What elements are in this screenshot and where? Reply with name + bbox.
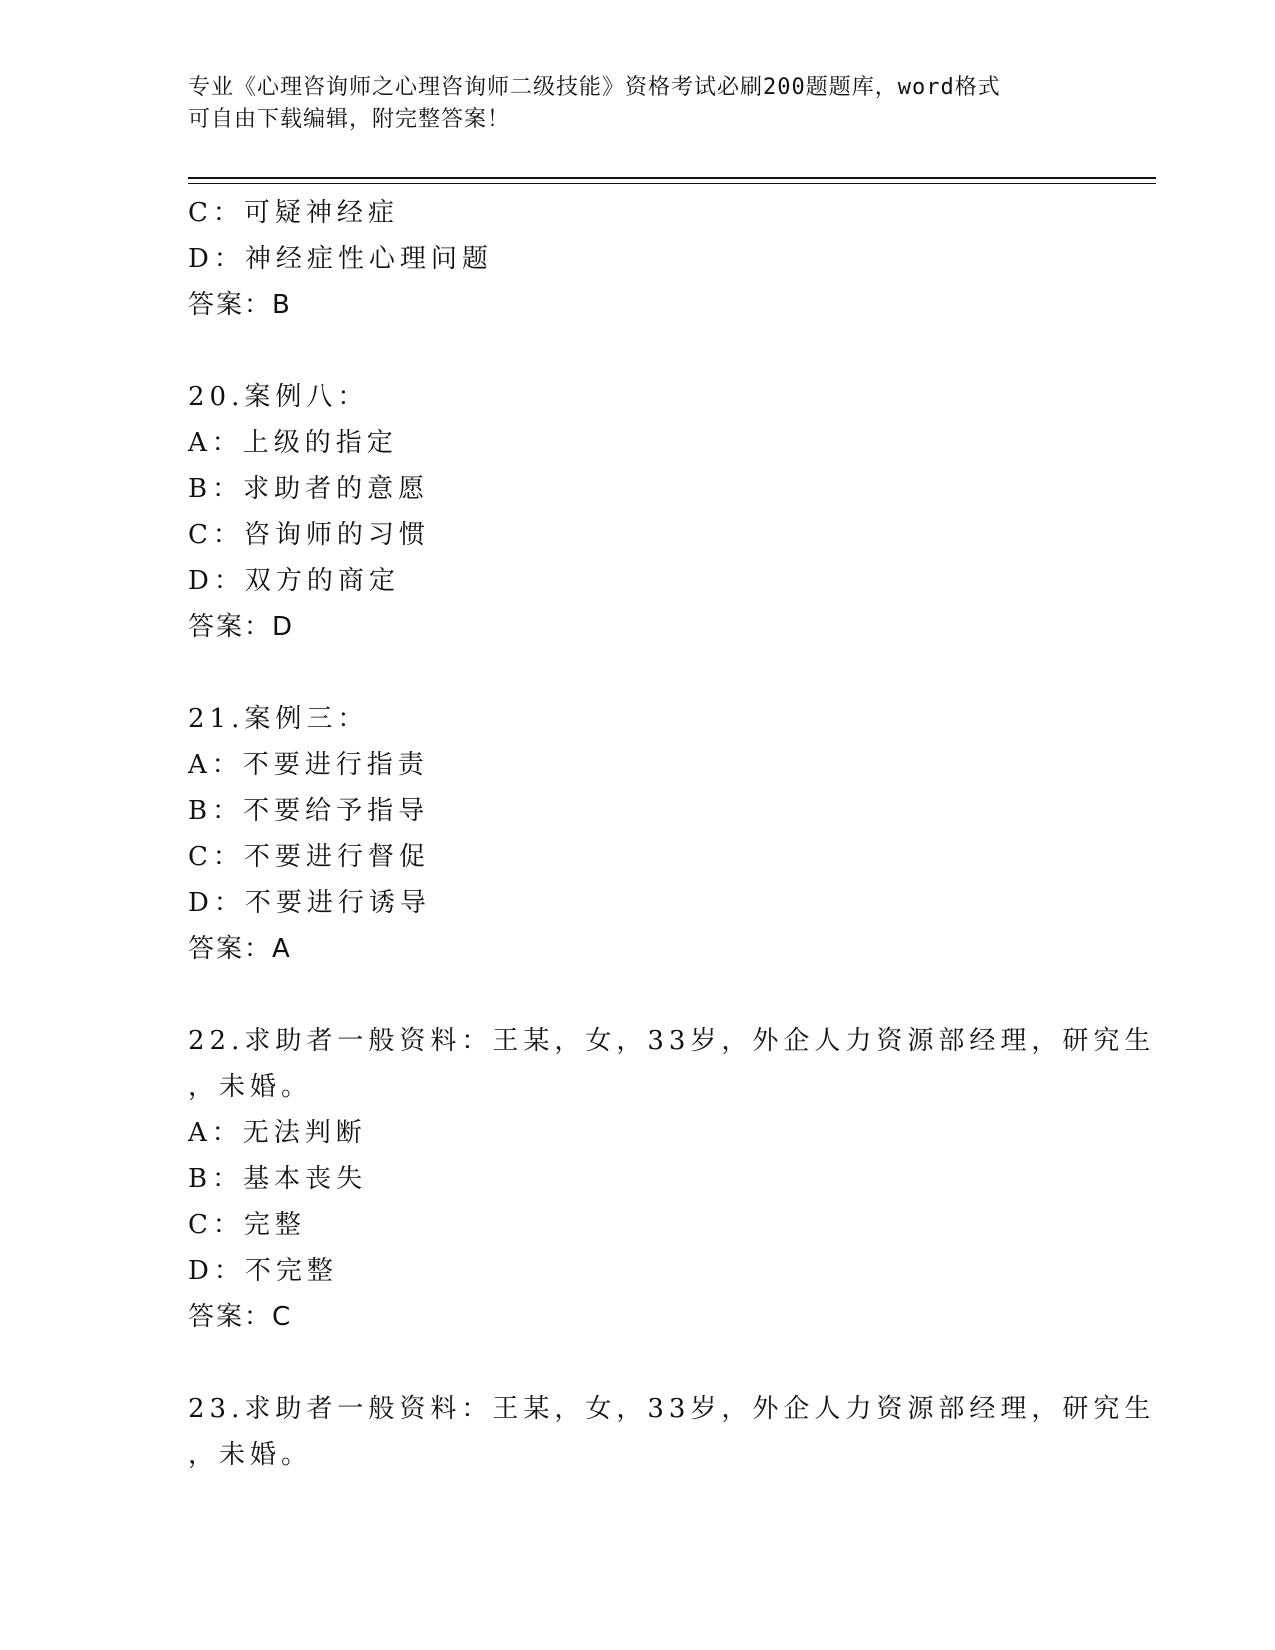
question-19-tail xyxy=(188,190,1088,328)
spacer xyxy=(188,1340,1088,1386)
answer-line: 答案：C xyxy=(188,1302,293,1332)
answer-line: 答案：A xyxy=(188,934,292,964)
spacer xyxy=(188,328,1088,374)
spacer xyxy=(188,650,1088,696)
question-23 xyxy=(188,1386,1156,1478)
option-b: B：基本丧失 xyxy=(188,1164,368,1194)
question-stem: 23.求助者一般资料：王某，女，33岁，外企人力资源部经理，研究生 xyxy=(188,1394,1156,1424)
answer-line: 答案：B xyxy=(188,290,292,320)
option-d: D：双方的商定 xyxy=(188,566,400,596)
question-stem-continued: ，未婚。 xyxy=(188,1072,313,1102)
header-divider-thin xyxy=(188,183,1156,184)
question-stem: 20.案例八： xyxy=(188,382,369,412)
header-divider-thick xyxy=(188,177,1156,179)
option-d: D：神经症性心理问题 xyxy=(188,244,493,274)
option-d: D：不完整 xyxy=(188,1256,338,1286)
option-c: C：完整 xyxy=(188,1210,306,1240)
question-stem: 21.案例三： xyxy=(188,704,369,734)
option-b: B：求助者的意愿 xyxy=(188,474,430,504)
question-list xyxy=(188,190,1156,1478)
question-stem: 22.求助者一般资料：王某，女，33岁，外企人力资源部经理，研究生 xyxy=(188,1026,1156,1056)
header-line-1: 专业《心理咨询师之心理咨询师二级技能》资格考试必刷200题题库，word格式 xyxy=(188,75,1001,100)
question-20 xyxy=(188,374,1088,650)
option-c: C：不要进行督促 xyxy=(188,842,430,872)
answer-line: 答案：D xyxy=(188,612,295,642)
question-22 xyxy=(188,1018,1156,1340)
option-b: B：不要给予指导 xyxy=(188,796,430,826)
spacer xyxy=(188,972,1088,1018)
option-c: C：咨询师的习惯 xyxy=(188,520,430,550)
option-d: D：不要进行诱导 xyxy=(188,888,431,918)
option-a: A：上级的指定 xyxy=(188,428,398,458)
document-header xyxy=(188,72,1088,136)
option-a: A：无法判断 xyxy=(188,1118,367,1148)
option-c: C：可疑神经症 xyxy=(188,198,399,228)
header-line-2: 可自由下载编辑，附完整答案！ xyxy=(188,107,511,132)
question-21 xyxy=(188,696,1088,972)
option-a: A：不要进行指责 xyxy=(188,750,429,780)
question-stem-continued: ，未婚。 xyxy=(188,1440,313,1470)
